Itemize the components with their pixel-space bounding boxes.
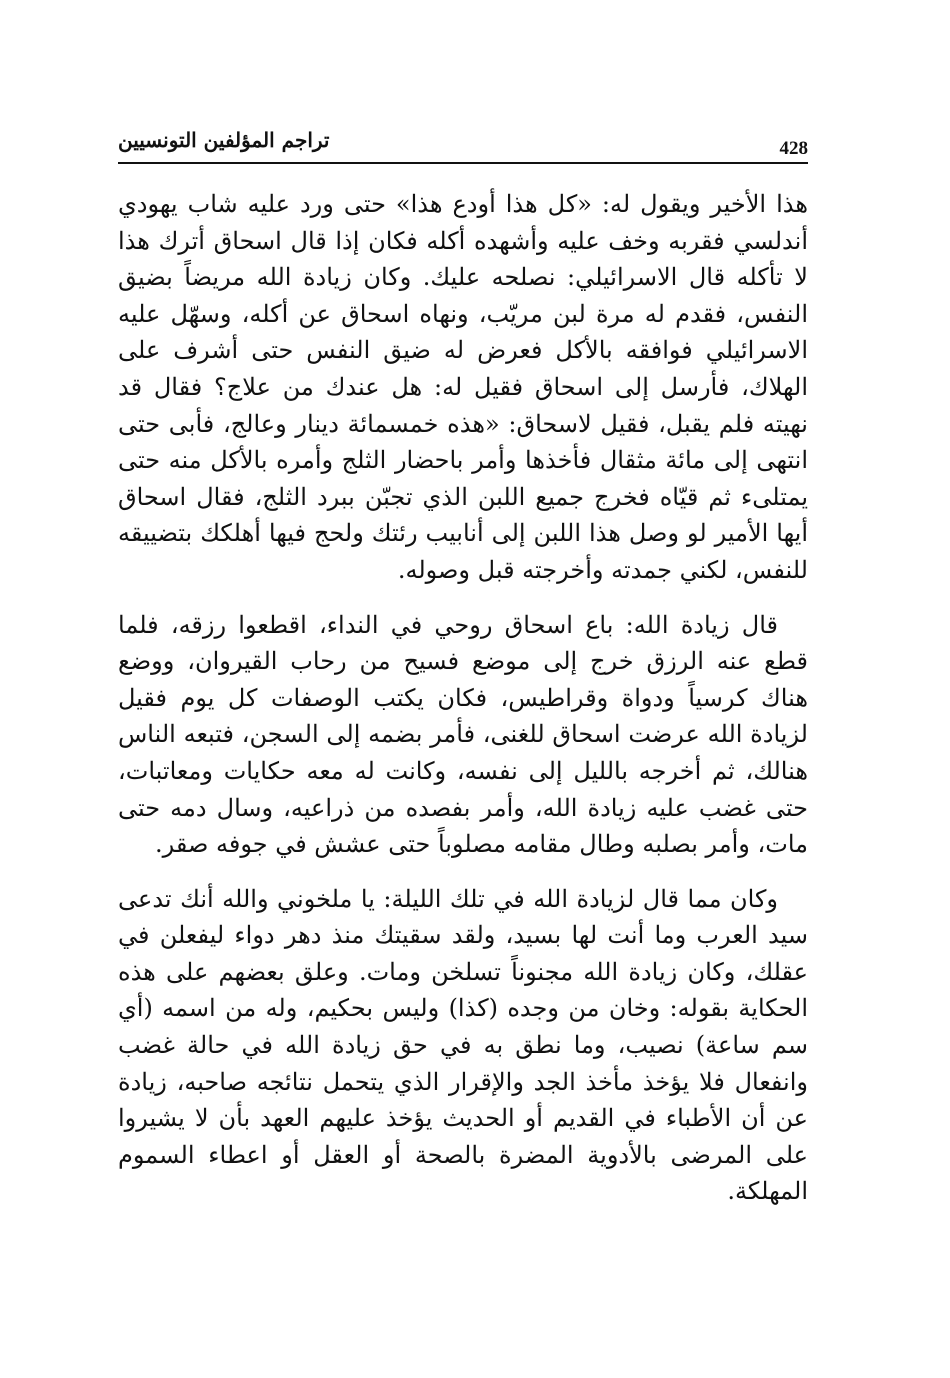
book-title: تراجم المؤلفين التونسيين [118, 128, 330, 152]
paragraph-2: قال زيادة الله: باع اسحاق روحي في النداء، اقطعوا رزقه، فلما قطع عنه الرزق خرج إلى موضع فسيح من رحاب القيروان، ووضع هناك كرسياً ودواة وقراطيس، فكان يكتب الوصفات كل يوم فقيل لزيادة الله عرضت اسحاق للغنى، فأمر بضمه إلى السجن، فتبعه الناس هنالك، ثم أخرجه بالليل إلى نفسه، وكانت له معه حكايات ومعاتبات، حتى غضب عليه زيادة الله، وأمر بفصده من ذراعيه، وسال دمه حتى مات، وأمر بصلبه وطال مقامه مصلوباً حتى عشش في جوفه صقر. [118, 610, 809, 859]
body-text [118, 186, 808, 1210]
paragraph-1: هذا الأخير ويقول له: «كل هذا أودع هذا» حتى ورد عليه شاب يهودي أندلسي فقربه وخف عليه وأشهده أكله فكان إذا قال اسحاق أترك هذا لا تأكله قال الاسرائيلي: نصلحه عليك. وكان زيادة الله مريضاً بضيق النفس، فقدم له مرة لبن مريّب، ونهاه اسحاق عن أكله، وسهّل عليه الاسرائيلي فوافقه بالأكل فعرض له ضيق النفس حتى أشرف على الهلاك، فأرسل إلى اسحاق فقيل له: هل عندك من علاج؟ فقال قد نهيته فلم يقبل، فقيل لاسحاق: «هذه خمسمائة دينار وعالج، فأبى حتى انتهى إلى مائة مثقال فأخذها وأمر باحضار الثلج وأمره بالأكل منه حتى يمتلىء ثم قيّاه فخرج جميع اللبن الذي تجبّن ببرد الثلج، فقال اسحاق أيها الأمير لو وصل هذا اللبن إلى أنابيب رئتك ولحج فيها أهلكك بتضييقه للنفس، لكني جمدته وأخرجته قبل وصوله. [118, 190, 809, 584]
header-rule [118, 162, 808, 164]
paragraph-3: وكان مما قال لزيادة الله في تلك الليلة: يا ملخوني والله أنك تدعى سيد العرب وما أنت لها بسيد، ولقد سقيتك منذ دهر دواء ليفعلن في عقلك، وكان زيادة الله مجنوناً تسلخن ومات. وعلق بعضهم على هذه الحكاية بقوله: وخان من وجده (كذا) وليس بحكيم، وله من اسمه (أي سم ساعة) نصيب، وما نطق به في حق زيادة الله في حالة غضب وانفعال فلا يؤخذ مأخذ الجد والإقرار الذي يتحمل نتائجه صاحبه، زيادة عن أن الأطباء في القديم أو الحديث يؤخذ عليهم العهد بأن لا يشيروا على المرضى بالأدوية المضرة بالصحة أو العقل أو اعطاء السموم المهلكة. [118, 884, 808, 1206]
page-number: 428 [779, 138, 808, 159]
